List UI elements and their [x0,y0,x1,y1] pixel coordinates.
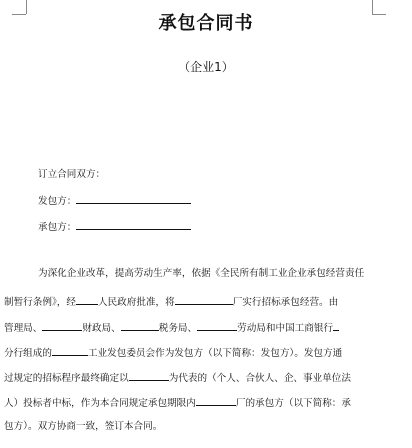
body-text: 管理局、 [4,323,43,334]
body-text: 厂实行招标承包经营。由 [232,297,339,308]
body-text: 劳动局和中国工商银行 [237,323,334,334]
body-text: 厂的承包方（以下简称：承 [235,398,351,409]
body-text: 分行组成的 [4,348,52,359]
body-line-6 [4,396,351,410]
body-line-2 [4,295,338,309]
body-text: 包方）。双方协商一致，签订本合同。 [4,421,163,432]
body-line-5 [4,371,351,385]
party-a-row [38,193,191,207]
parties-intro: 订立合同双方： [38,169,106,180]
body-line-7 [4,421,162,433]
party-a-blank [76,194,191,204]
body-line-4 [4,346,342,360]
party-b-label: 承包方： [38,222,77,233]
blank-field [52,346,88,356]
body-text: 为深化企业改革，提高劳动生产率，依据《全民所有制工业企业承包经营责任 [38,268,365,279]
blank-field [129,371,169,381]
body-text: 过规定的招标程序最终确定以 [4,373,129,384]
blank-field [121,321,159,331]
party-b-blank [76,220,191,230]
body-text: 财政局、 [82,323,121,334]
blank-field [76,295,98,305]
body-line-1 [38,268,364,280]
body-text: 工业发包委员会作为发包方（以下简称：发包方）。发包方通 [87,348,343,359]
body-line-3 [4,321,339,335]
blank-field [42,321,82,331]
body-text: 税务局、 [158,323,198,334]
blank-field [197,321,237,331]
blank-field [333,321,339,331]
party-b-row [38,219,191,233]
blank-field [196,396,236,406]
document-subtitle: （企业1） [178,60,234,74]
document-title: 承包合同书 [158,13,254,34]
body-text: 制暂行条例》，经 [4,297,76,308]
blank-field [175,295,233,305]
body-text: 人民政府批准，将 [97,297,175,308]
body-text: 人）投标者中标，作为本合同规定承包期限内 [4,398,196,409]
party-a-label: 发包方： [38,196,77,207]
body-text: 为代表的（个人、合伙人、企、事业单位法 [168,373,351,384]
